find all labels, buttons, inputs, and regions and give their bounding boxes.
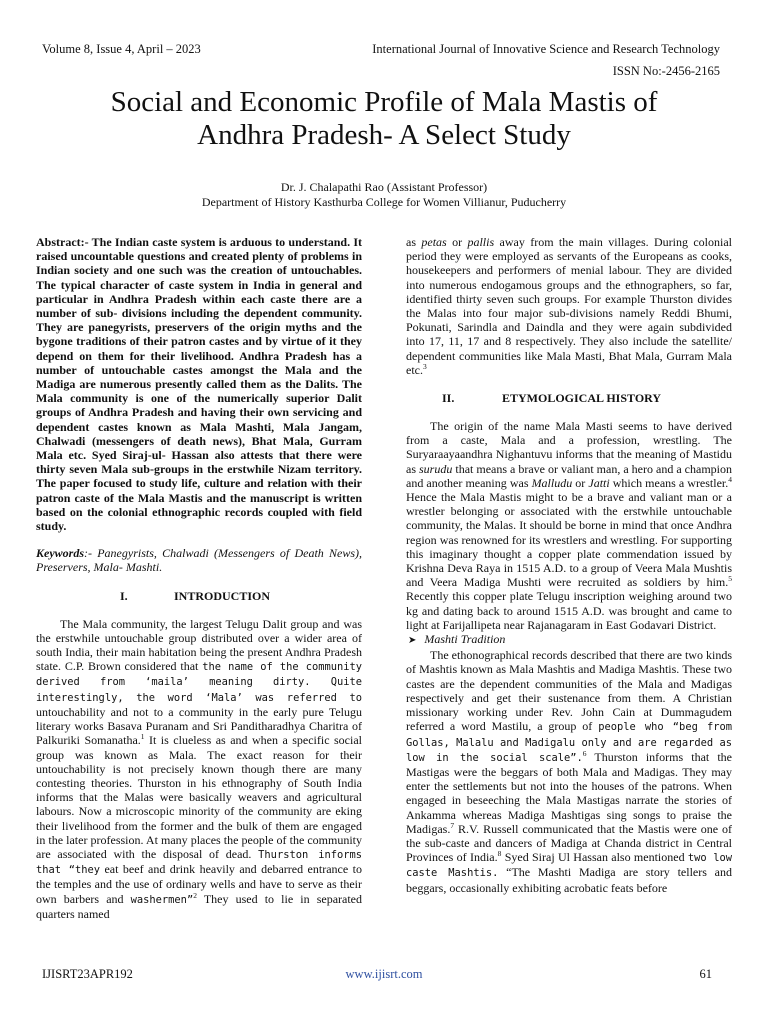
- text-run: or: [572, 475, 589, 490]
- text-run: The origin of the name Mala Masti seems to have derived from a caste, Mala and a profession, wrestling. The Suryaraayaandhra Nighantuvu informs that the meaning of Mastidu as: [406, 419, 732, 476]
- footnote-ref: 5: [728, 574, 732, 584]
- text-run: They used to lie in separated quarters named: [36, 891, 363, 921]
- text-run: Thurston informs that the Mastigas were the beggars of both Mala and Madigas. They may enter the settlements but not into the houses of the patrons. When engaged in beseeching the Mala Mastigas narrate the stories of Ankamma whereas Madiga Mashtigas sing songs to praise the Madigas.: [406, 749, 732, 836]
- keywords-label: Keywords: [36, 546, 84, 561]
- author: Dr. J. Chalapathi Rao (Assistant Professor): [280, 180, 488, 194]
- arrow-bullet-icon: ➤: [408, 635, 417, 647]
- footer-page-number: 61: [699, 967, 712, 981]
- text-run: untouchability and not to a community in the early pure Telugu literary works Basava Puranam and Sri Panditharadhya Charitra of Palkuriki Somanatha.: [36, 704, 362, 748]
- footnote-ref: 8: [497, 849, 502, 859]
- italic-term: surudu: [419, 461, 453, 476]
- header-journal: International Journal of Innovative Science and Research Technology: [372, 42, 720, 56]
- text-run: Thurston informs that “they: [36, 848, 363, 877]
- introduction-paragraph: [36, 617, 362, 921]
- title-line-1: Social and Economic Profile of Mala Mastis of: [110, 86, 658, 118]
- text-run: away from the main villages. During colonial period they were employed as servants of the Europeans as cooks, housekeepers and performers of menial labour. They are divided into numerous endogamous groups and the ethnographers, so far, identified thirty seven such groups. For example Thurston divides the Malas into four major sub-divisions namely Reddi Bhumi, Pokunati, Sarindla and Daindla and they were again subdivided into 17, 11, 17 and 8 respectively. They also include the satellite/ dependent communities like Mala Masti, Bhat Mala, Gurram Mala etc.: [406, 235, 733, 377]
- section-heading-introduction: [36, 589, 362, 603]
- text-run: as: [406, 235, 422, 249]
- header-issn: ISSN No:-2456-2165: [612, 64, 720, 78]
- text-run: two low caste Mashtis.: [406, 852, 733, 880]
- text-run: or: [446, 235, 468, 249]
- title-line-2: Andhra Pradesh- A Select Study: [197, 119, 571, 151]
- text-run: The ethonographical records described that there are two kinds of Mashtis known as Mala Mashtis and Madiga Mashtis. These two castes are the dependent communities of the Mala and Madigas respectively and get their sustenance from them. A Christian missionary working under Rev. John Cain at Dummagudem referred a word Mastilu, a group of: [406, 648, 732, 734]
- keywords-text: :- Panegyrists, Chalwadi (Messengers of Death News), Preservers, Mala- Mashti.: [36, 546, 362, 575]
- footnote-ref: 3: [423, 361, 427, 371]
- section-title: ETYMOLOGICAL HISTORY: [502, 391, 662, 406]
- footnote-ref: 4: [728, 474, 733, 484]
- text-run: It is clueless as and when a specific social group was known as Mala. The exact reason for their untouchability is not precisely known though there are many contesting theories. Thurston in his ethnography of South India informs that the Malas were basically weavers and agricultural labours. Now a microscopic minority of the community are eking their livelihood from the former and the bulk of them are engaged in the later profession. At many places the people of the community are associated with the disposal of dead.: [36, 733, 363, 861]
- footer-url-link[interactable]: www.ijisrt.com: [345, 967, 423, 981]
- text-run: The Mala community, the largest Telugu Dalit group and was the erstwhile untouchable group distributed over a wider area of south India, their main habitation being the present Andhra Pradesh state. C.P. Brown considered that: [36, 616, 362, 674]
- footer-paper-code: IJISRT23APR192: [42, 967, 133, 981]
- italic-term: Jatti: [588, 475, 610, 490]
- footnote-ref: 1: [140, 732, 145, 742]
- left-column: [36, 235, 362, 921]
- footnote-ref: 2: [193, 890, 197, 900]
- text-run: Hence the Mala Mastis might to be a brave and valiant man or a wrestler belonging or associated with the erstwhile untouchable community, the Malas. It should be borne in mind that once Andhra region was renowned for its wrestlers and wrestling. For supporting this imaginary thought a copper plate commendation issued by Krishna Deva Raya in 1515 A.D. to a group of Veera Mala Mushtis and Veera Madiga Mushti were recruited as soldiers by him.: [406, 490, 732, 590]
- introduction-continued-paragraph: [406, 235, 732, 377]
- italic-term: Malludu: [531, 475, 573, 490]
- header-volume: Volume 8, Issue 4, April – 2023: [42, 42, 201, 56]
- section-title: INTRODUCTION: [174, 588, 271, 603]
- text-run: the name of the community derived from ‘maila’ meaning dirty. Quite interestingly, the word ‘Mala’ was referred to: [36, 661, 362, 704]
- footnote-ref: 7: [450, 820, 455, 830]
- text-run: washermen”: [130, 893, 194, 906]
- paper-title: [40, 86, 728, 152]
- text-run: which means a wrestler.: [609, 475, 729, 490]
- abstract: Abstract:- The Indian caste system is arduous to understand. It raised uncountable questions and created plenty of problems in Indian society and one such was the creation of untouchables. The typical character of caste system in India in general and particular in Andhra Pradesh within each caste there are a number of sub- divisions including the dependent community. They are panegyrists, preservers of the origin myths and the bygone traditions of their patron castes and by virtue of it they depend on them for their livelihood. Andhra Pradesh has a number of untouchable castes amongst the Mala and the Madiga are numerous presently called them as the Dalits. The Mala community is one of the numerically superior Dalit groups of Andhra Pradesh and having their own servicing and dependent castes known as Mala Mashti, Mala Jangam, Chalwadi (messengers of death news), Bhat Mala, Gurram Mala etc. Syed Siraj-ul- Hassan also attests that there were thirty seven Mala sub-groups in the erstwhile Nizam territory. The paper focused to study life, culture and relation with their patron caste of the Mala Mastis and the manuscript is written based on the colonial ethnographic records coupled with field study.: [36, 235, 362, 534]
- text-run: that means a brave or valiant man, a hero and a champion and another meaning was: [406, 461, 733, 490]
- section-heading-etymological-history: [406, 391, 732, 405]
- department: Department of History Kasthurba College for Women Villianur, Puducherry: [201, 195, 567, 209]
- subheading-mashti-tradition: [406, 632, 732, 648]
- etymology-paragraph: [406, 419, 732, 632]
- text-run: eat beef and drink heavily and debarred entrance to the temples and the use of ordinary wells and have to serve as their own barbers and: [36, 862, 362, 906]
- subheading-title: Mashti Tradition: [424, 632, 506, 647]
- italic-term: pallis: [467, 235, 495, 249]
- italic-term: petas: [421, 235, 447, 249]
- section-number: I.: [120, 588, 128, 603]
- keywords: [36, 546, 362, 574]
- footnote-ref: 6: [582, 748, 587, 758]
- right-column: [406, 235, 732, 895]
- text-run: “The Mashti Madiga are story tellers and beggars, occasionally exhibiting acrobatic feats before: [406, 865, 732, 895]
- text-run: people who “beg from Gollas, Malalu and Madigalu only and are regarded as low in the social scale”.: [406, 721, 732, 764]
- text-run: Syed Siraj Ul Hassan also mentioned: [501, 850, 688, 865]
- text-run: R.V. Russell communicated that the Mastis were one of the sub-caste and dancers of Madiga at Chanda district in Central Provinces of India.: [406, 821, 732, 865]
- text-run: Recently this copper plate Telugu inscription weighing around two kg and dating back to around 1515 A.D. was brought and came to light at Farijallipeta near Rajanagaram in East Godavari District.: [406, 589, 732, 632]
- mashti-paragraph: [406, 648, 732, 894]
- section-number: II.: [442, 391, 455, 406]
